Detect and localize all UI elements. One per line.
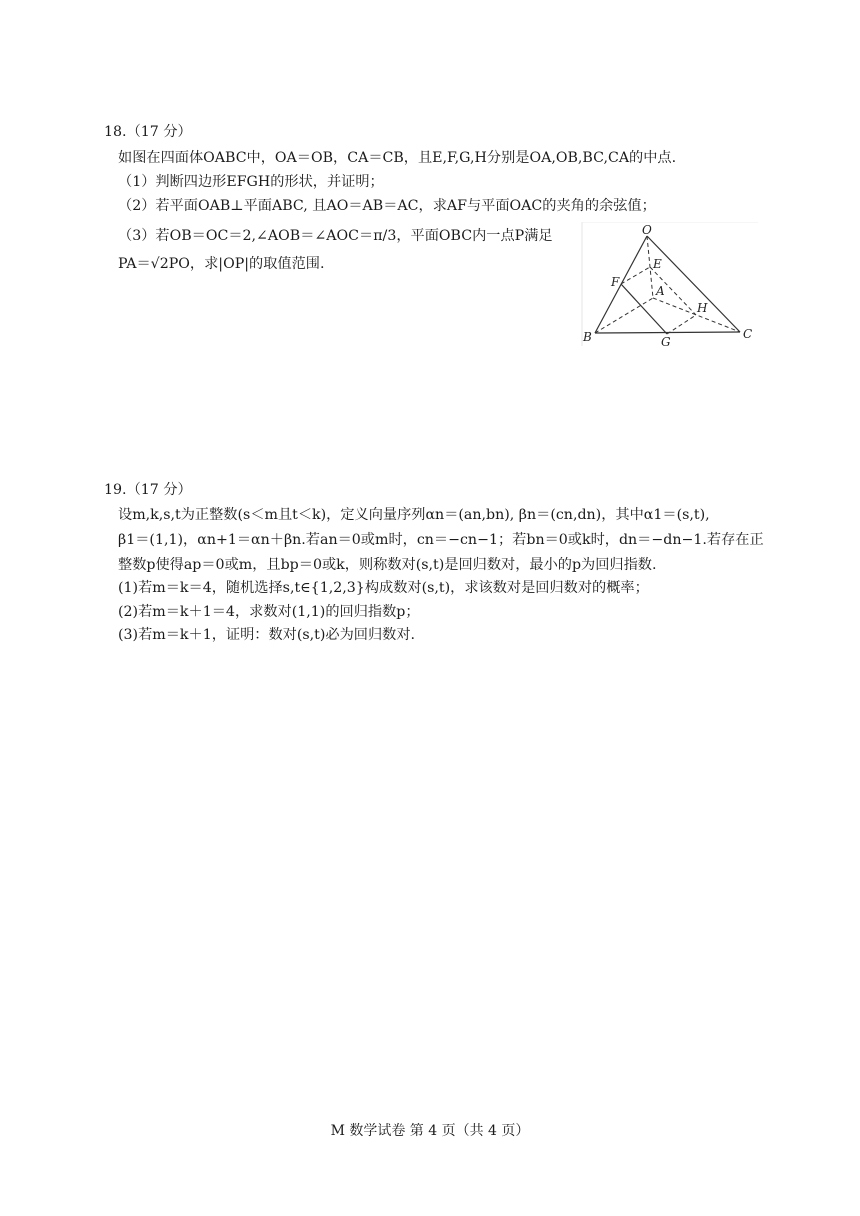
page-footer: M 数学试卷 第 4 页（共 4 页） <box>330 1123 530 1139</box>
q19-header: 19.（17 分） <box>104 482 192 498</box>
label-O: O <box>642 223 652 237</box>
q18-part1: （1）判断四边形EFGH的形状，并证明； <box>118 174 384 190</box>
label-C: C <box>743 327 753 341</box>
label-B: B <box>583 330 592 344</box>
q19-stem-1: 设m,k,s,t为正整数(s＜m且t＜k)，定义向量序列αn＝(an,bn), βn＝(cn,dn)，其中α1＝(s,t), <box>118 507 710 523</box>
label-G: G <box>661 335 671 349</box>
tetrahedron-figure <box>580 222 760 350</box>
label-A: A <box>656 284 665 298</box>
q19-part2: (2)若m＝k＋1＝4，求数对(1,1)的回归指数p； <box>118 604 420 620</box>
q19-part3: (3)若m＝k＋1，证明：数对(s,t)必为回归数对. <box>118 627 416 643</box>
label-F: F <box>611 275 620 289</box>
q18-part3: （3）若OB＝OC＝2,∠AOB＝∠AOC＝π/3，平面OBC内一点P满足 <box>118 228 553 244</box>
q18-header: 18.（17 分） <box>104 124 192 140</box>
q19-part1: (1)若m＝k＝4，随机选择s,t∈{1,2,3}构成数对(s,t)，求该数对是回归数对的概率； <box>118 580 649 596</box>
q19-stem-2: β1＝(1,1)，αn+1＝αn＋βn.若an＝0或m时，cn＝−cn−1；若bn＝0或k时，dn＝−dn−1.若存在正 <box>118 532 764 548</box>
q18-stem: 如图在四面体OABC中，OA＝OB，CA＝CB，且E,F,G,H分别是OA,OB,BC,CA的中点. <box>118 150 677 166</box>
q18-part3-cont: PA＝√2PO，求|OP|的取值范围. <box>118 256 325 272</box>
label-H: H <box>697 301 708 315</box>
q18-part2: （2）若平面OAB⊥平面ABC, 且AO＝AB＝AC，求AF与平面OAC的夹角的余弦值； <box>118 198 656 214</box>
label-E: E <box>653 257 662 271</box>
q19-stem-3: 整数p使得ap＝0或m，且bp＝0或k，则称数对(s,t)是回归数对，最小的p为回归指数. <box>118 557 657 573</box>
